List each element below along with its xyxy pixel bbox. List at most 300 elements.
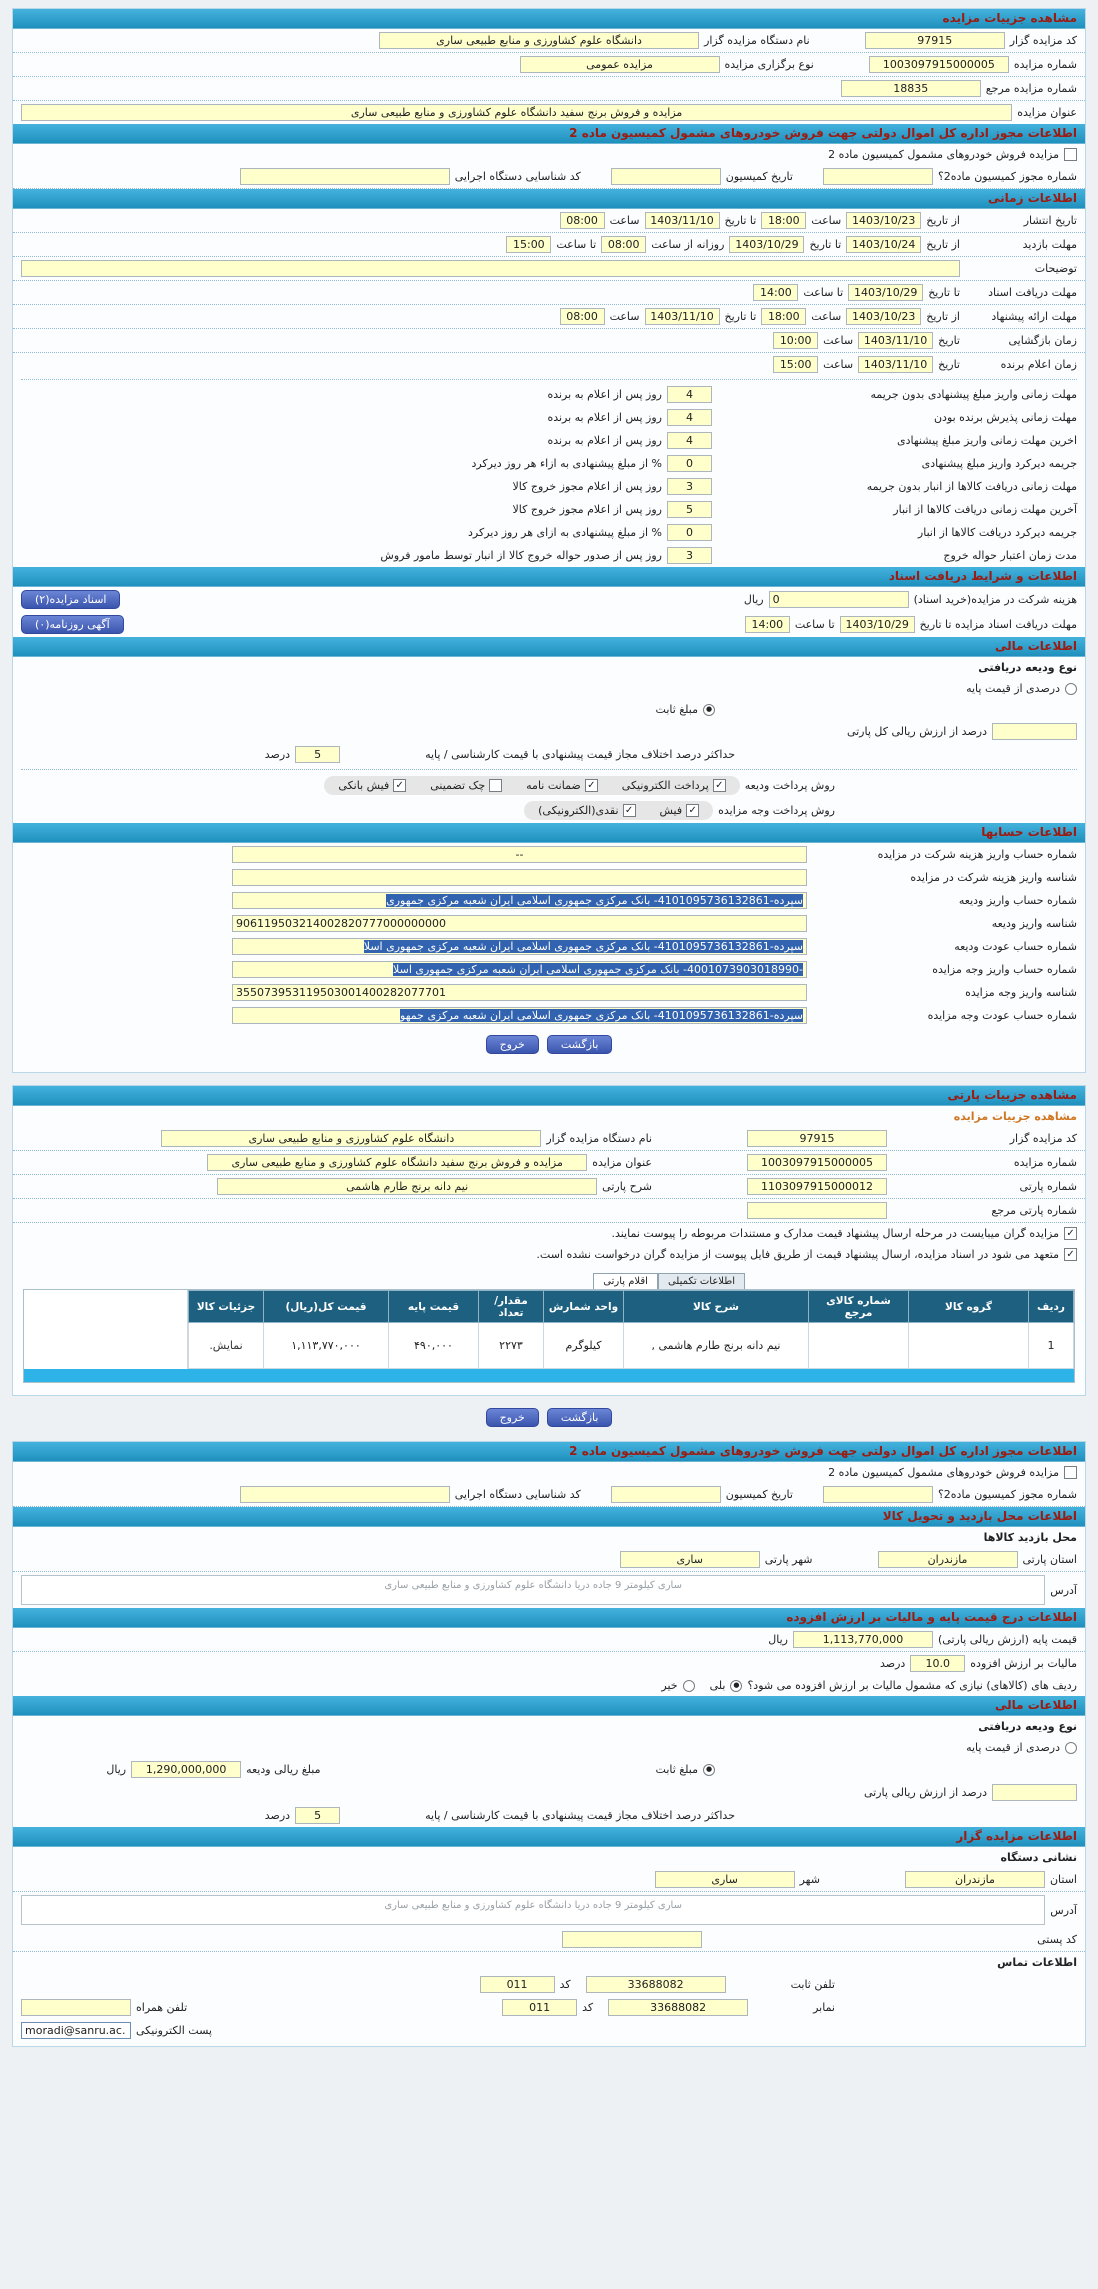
- col-quantity: مقدار/ تعداد: [479, 1291, 544, 1323]
- cell-quantity: ۲۲۷۳: [479, 1323, 544, 1369]
- to-hour-label: تا ساعت: [803, 286, 844, 299]
- deadline-input[interactable]: [667, 501, 712, 518]
- hour-label: ساعت: [811, 214, 842, 227]
- payment-method: [538, 804, 635, 817]
- date-label: تاریخ: [938, 334, 960, 347]
- percent-label: درصد: [264, 1809, 291, 1822]
- deadline-label: جریمه دیرکرد واریز مبلغ پیشنهادی: [921, 457, 1077, 470]
- deadline-row: [13, 498, 1085, 521]
- account-row: [13, 958, 1085, 981]
- payment-method: [622, 779, 726, 792]
- party-auction-number-input[interactable]: [747, 1154, 887, 1171]
- commission-fields-row-2: [13, 1483, 1085, 1507]
- postal-code-label: کد پستی: [1037, 1933, 1077, 1946]
- newspaper-ad-button[interactable]: آگهی روزنامه(۰): [21, 615, 124, 634]
- cash-electronic-label: نقدی(الکترونیکی): [538, 804, 619, 817]
- publish-to-time-input[interactable]: [560, 212, 605, 229]
- phone-code-input[interactable]: [480, 1976, 555, 1993]
- seller-address-row: [13, 1892, 1085, 1928]
- rial-label: ریال: [106, 1763, 127, 1776]
- show-details-link[interactable]: نمایش.: [209, 1339, 243, 1352]
- payment-method: [660, 804, 700, 817]
- account-input[interactable]: [232, 915, 807, 932]
- commission-permit-label-2: شماره مجوز کمیسیون ماده2؟: [937, 1488, 1077, 1501]
- price-header: اطلاعات درج قیمت پایه و مالیات بر ارزش افزوده: [13, 1608, 1085, 1628]
- bank-receipt-checkbox[interactable]: ✓: [393, 779, 406, 792]
- deposit-percent-input[interactable]: [992, 723, 1077, 740]
- divider: [21, 769, 1077, 770]
- payment-method: [338, 779, 406, 792]
- commission-orgcode-input[interactable]: [240, 168, 450, 185]
- exit-button[interactable]: خروج: [486, 1408, 539, 1427]
- party-details-header: مشاهده جزییات پارتی: [13, 1086, 1085, 1106]
- col-goods-group: گروه کالا: [909, 1291, 1029, 1323]
- visit-from-time-input[interactable]: [601, 236, 646, 253]
- auction-documents-button[interactable]: اسناد مزایده(۲): [21, 590, 120, 609]
- vat-yes-radio[interactable]: ●: [730, 1680, 742, 1692]
- accounts-header: اطلاعات حسابها: [13, 823, 1085, 843]
- deadline-label: مهلت زمانی دریافت کالاها از انبار بدون جریمه: [866, 480, 1077, 493]
- party-number-label: شماره پارتی: [1019, 1180, 1077, 1193]
- deposit-payment-label: روش پرداخت ودیعه: [744, 779, 835, 792]
- deposit-payment-methods: [324, 776, 739, 795]
- base-price-row: [13, 1628, 1085, 1652]
- fee-payment-methods: [524, 801, 713, 820]
- hour-label: ساعت: [609, 214, 640, 227]
- party-province-input[interactable]: [878, 1551, 1018, 1568]
- guarantee-label: ضمانت نامه: [526, 779, 581, 792]
- party-ref-input[interactable]: [747, 1202, 887, 1219]
- payment-method: [526, 779, 598, 792]
- party-row-3: [13, 1175, 1085, 1199]
- visit-place-label: محل بازدید کالاها: [983, 1531, 1077, 1544]
- percent-label: درصد: [264, 748, 291, 761]
- seller-city-label: شهر: [799, 1873, 820, 1886]
- party-row-4: [13, 1199, 1085, 1223]
- exit-button[interactable]: خروج: [486, 1035, 539, 1054]
- deadline-input[interactable]: [667, 386, 712, 403]
- fax-code-label: کد: [582, 2001, 594, 2014]
- deadline-label: مهلت زمانی واریز مبلغ پیشنهادی بدون جریمه: [870, 388, 1077, 401]
- fax-label: نمابر: [813, 2001, 835, 2014]
- party-province-label: استان پارتی: [1022, 1553, 1077, 1566]
- maxdiff-label: حداکثر درصد اختلاف مجاز قیمت پیشنهادی با قیمت کارشناسی / پایه: [425, 748, 735, 761]
- auction-row-1: [13, 29, 1085, 53]
- deposit-percent-radio[interactable]: [1065, 683, 1077, 695]
- panel-b-buttons: [0, 1408, 1098, 1427]
- phone-row: [13, 1973, 1085, 1996]
- seller-header: اطلاعات مزایده گزار: [13, 1827, 1085, 1847]
- account-input[interactable]: [232, 961, 807, 978]
- commission-checkbox-row-2: [13, 1462, 1085, 1483]
- deposit-fixed-radio[interactable]: ●: [703, 704, 715, 716]
- deadline-label: اخرین مهلت زمانی واریز مبلغ پیشنهادی: [897, 434, 1077, 447]
- phone-input[interactable]: [586, 1976, 726, 1993]
- commission-orgcode-input-2[interactable]: [240, 1486, 450, 1503]
- party-address-label: آدرس: [1050, 1583, 1077, 1597]
- seller-city-input[interactable]: [655, 1871, 795, 1888]
- auction-subject-label: عنوان مزایده: [1017, 106, 1077, 119]
- auction-number-input[interactable]: [869, 56, 1009, 73]
- winner-date-input[interactable]: [858, 356, 933, 373]
- secured-check-checkbox[interactable]: [489, 779, 502, 792]
- deadline-row: [13, 452, 1085, 475]
- commission-permit-input[interactable]: [823, 168, 933, 185]
- account-value: --: [515, 848, 524, 861]
- fax-input[interactable]: [608, 1999, 748, 2016]
- payment-method: [430, 779, 502, 792]
- deposit-percent-radio-2[interactable]: [1065, 1742, 1077, 1754]
- timing-header: اطلاعات زمانی: [13, 189, 1085, 209]
- visit-from-date-input[interactable]: [846, 236, 921, 253]
- docs-receive-time-input[interactable]: [745, 616, 790, 633]
- winner-time-input[interactable]: [773, 356, 818, 373]
- tab-additional-info[interactable]: اطلاعات تکمیلی: [658, 1273, 745, 1289]
- date-label: تاریخ: [938, 358, 960, 371]
- deposit-type-row-2: [13, 1716, 1085, 1737]
- fee-payment-label: روش پرداخت وجه مزایده: [718, 804, 835, 817]
- auction-subject-input[interactable]: [21, 104, 1012, 121]
- to-date-label: تا تاریخ: [724, 214, 757, 227]
- docs-receive-deadline-label: مهلت دریافت اسناد مزایده تا تاریخ: [919, 618, 1077, 631]
- deposit-amount-input[interactable]: [131, 1761, 241, 1778]
- col-count-unit: واحد شمارش: [544, 1291, 624, 1323]
- receipt-label: فیش: [659, 804, 683, 817]
- hour-label: ساعت: [811, 310, 842, 323]
- maxdiff-row-2: [13, 1804, 1085, 1827]
- party-details-panel: [12, 1085, 1086, 1396]
- seller-province-label: استان: [1049, 1873, 1077, 1886]
- commission-checkbox-label-2: مزایده فروش خودروهای مشمول کمیسیون ماده 2: [828, 1466, 1059, 1479]
- cell-goods-description: نیم دانه برنج طارم هاشمی ,: [624, 1323, 809, 1369]
- party-province-row: [13, 1548, 1085, 1572]
- publish-from-date-input[interactable]: [846, 212, 921, 229]
- auction-row-2: [13, 53, 1085, 77]
- docs-deadline-row-2: [13, 612, 1085, 637]
- commission-orgcode-label-2: کد شناسایی دستگاه اجرایی: [454, 1488, 581, 1501]
- commission-permit-label: شماره مجوز کمیسیون ماده2؟: [937, 170, 1077, 183]
- to-hour-label: تا ساعت: [556, 238, 597, 251]
- from-date-label: از تاریخ: [926, 238, 960, 251]
- opening-row: [13, 329, 1085, 353]
- party-tabs: [13, 1265, 1085, 1289]
- contact-sub-row: [13, 1952, 1085, 1973]
- table-footer-bar: [24, 1369, 1074, 1382]
- no-attachment-required-label: متعهد می شود در اسناد مزایده، ارسال پیشنهاد قیمت از طریق فایل پیوست از مزایده گران درخواست نشده است.: [536, 1248, 1059, 1261]
- bidder-code-label: کد مزایده گزار: [1009, 34, 1077, 47]
- party-subject-input[interactable]: [207, 1154, 587, 1171]
- email-row: [13, 2019, 1085, 2042]
- deadline-suffix: % از مبلغ پیشنهادی به ازاء هر روز دیرکرد: [471, 457, 662, 470]
- deadline-label: مدت زمان اعتبار حواله خروج: [943, 549, 1077, 562]
- docs-fee-row: [13, 587, 1085, 612]
- commission-checkbox-row: [13, 144, 1085, 165]
- docs-receive-date-input[interactable]: [840, 616, 915, 633]
- party-city-input[interactable]: [620, 1551, 760, 1568]
- docs-to-date-input[interactable]: [848, 284, 923, 301]
- vat-input[interactable]: [910, 1655, 965, 1672]
- publish-to-date-input[interactable]: [645, 212, 720, 229]
- auction-row-4: [13, 101, 1085, 124]
- seller-address-input[interactable]: ساری کیلومتر 9 جاده دریا دانشگاه علوم کشاورزی و منابع طبیعی ساری: [21, 1895, 1045, 1925]
- commission-date-input[interactable]: [611, 168, 721, 185]
- hour-label: ساعت: [823, 334, 854, 347]
- offer-to-date-input[interactable]: [645, 308, 720, 325]
- seller-province-input[interactable]: [905, 1871, 1045, 1888]
- fax-row: [13, 1996, 1085, 2019]
- auction-details-header: مشاهده جزییات مزایده: [13, 9, 1085, 29]
- items-header-row: [189, 1291, 1074, 1323]
- publish-from-time-input[interactable]: [761, 212, 806, 229]
- fax-code-input[interactable]: [502, 1999, 577, 2016]
- offer-label: مهلت ارائه پیشنهاد: [991, 310, 1077, 323]
- vat-label: مالیات بر ارزش افزوده: [970, 1657, 1077, 1670]
- account-input[interactable]: [232, 846, 807, 863]
- commission-checkbox[interactable]: [1064, 148, 1077, 161]
- commission-date-label: تاریخ کمیسیون: [725, 170, 793, 183]
- seller-address-sub-label: نشانی دستگاه: [1000, 1851, 1077, 1864]
- visit-place-row: [13, 1527, 1085, 1548]
- to-date-label: تا تاریخ: [809, 238, 842, 251]
- account-input[interactable]: [232, 1007, 807, 1024]
- commission-date-label-2: تاریخ کمیسیون: [725, 1488, 793, 1501]
- bank-receipt-label: فیش بانکی: [338, 779, 390, 792]
- account-input[interactable]: [232, 892, 807, 909]
- publish-label: تاریخ انتشار: [1023, 214, 1077, 227]
- deadline-row: [13, 429, 1085, 452]
- deposit-fixed-option-row: [13, 699, 1085, 720]
- winner-label: زمان اعلام برنده: [1000, 358, 1077, 371]
- cell-goods-group: [909, 1323, 1029, 1369]
- account-input[interactable]: [232, 938, 807, 955]
- deposit-fixed-option-label: مبلغ ثابت: [655, 703, 698, 716]
- account-label: شماره حساب واریز وجه مزایده: [932, 963, 1077, 976]
- financial-header-2: اطلاعات مالی: [13, 1696, 1085, 1716]
- account-label: شناسه واریز وجه مزایده: [965, 986, 1077, 999]
- deadline-input[interactable]: [667, 409, 712, 426]
- cash-electronic-checkbox[interactable]: ✓: [623, 804, 636, 817]
- deadline-input[interactable]: [667, 432, 712, 449]
- account-row: [13, 843, 1085, 866]
- docs-fee-label: هزینه شرکت در مزایده(خرید اسناد): [913, 593, 1077, 606]
- auction-ref-input[interactable]: [841, 80, 981, 97]
- auction-number-label: شماره مزایده: [1013, 58, 1077, 71]
- email-input[interactable]: [21, 2022, 131, 2039]
- opening-date-input[interactable]: [858, 332, 933, 349]
- account-input[interactable]: [232, 984, 807, 1001]
- org-name-label: نام دستگاه مزایده گزار: [704, 34, 810, 47]
- commission-checkbox-label: مزایده فروش خودروهای مشمول کمیسیون ماده 2: [828, 148, 1059, 161]
- back-button[interactable]: بازگشت: [547, 1408, 613, 1427]
- deadline-label: جریمه دیرکرد دریافت کالاها از انبار: [917, 526, 1077, 539]
- org-name-input[interactable]: [379, 32, 699, 49]
- commission-date-input-2[interactable]: [611, 1486, 721, 1503]
- col-total-price: قیمت کل(ریال): [264, 1291, 389, 1323]
- deadline-input[interactable]: [667, 455, 712, 472]
- no-attachment-required-checkbox[interactable]: ✓: [1064, 1248, 1077, 1261]
- postal-code-input[interactable]: [562, 1931, 702, 1948]
- cell-base-price: ۴۹۰,۰۰۰: [389, 1323, 479, 1369]
- account-input[interactable]: [232, 869, 807, 886]
- party-items-table: [188, 1290, 1074, 1369]
- account-label: شناسه واریز ودیعه: [991, 917, 1077, 930]
- party-ref-label: شماره پارتی مرجع: [991, 1204, 1077, 1217]
- attach-docs-checkbox[interactable]: ✓: [1064, 1227, 1077, 1240]
- secured-check-label: چک تضمینی: [430, 779, 486, 792]
- notes-input[interactable]: [21, 260, 960, 277]
- to-hour-label: تا ساعت: [794, 618, 835, 631]
- party-row-2: [13, 1151, 1085, 1175]
- deposit-percent-value-row: [13, 720, 1085, 743]
- party-check-row-2: [13, 1244, 1085, 1265]
- col-goods-description: شرح کالا: [624, 1291, 809, 1323]
- visit-label: مهلت بازدید: [1022, 238, 1077, 251]
- attach-docs-label: مزایده گران میبایست در مرحله ارسال پیشنهاد قیمت مدارک و مستندات مربوطه را پیوست نمایند.: [611, 1227, 1059, 1240]
- deposit-fixed-option-row-2: [13, 1758, 1085, 1781]
- auction-details-panel: [12, 8, 1086, 1073]
- deadline-input[interactable]: [667, 478, 712, 495]
- back-button[interactable]: بازگشت: [547, 1035, 613, 1054]
- table-gutter: [24, 1290, 188, 1369]
- account-label: شماره حساب عودت وجه مزایده: [927, 1009, 1077, 1022]
- deposit-fixed-radio-2[interactable]: ●: [703, 1764, 715, 1776]
- account-row: [13, 912, 1085, 935]
- auction-row-3: [13, 77, 1085, 101]
- party-address-input[interactable]: ساری کیلومتر 9 جاده دریا دانشگاه علوم کشاورزی و منابع طبیعی ساری: [21, 1575, 1045, 1605]
- deposit-percent-input-2[interactable]: [992, 1784, 1077, 1801]
- deposit-percent-option-label: درصدی از قیمت پایه: [966, 682, 1060, 695]
- deposit-type-label: نوع ودیعه دریافتی: [978, 661, 1077, 674]
- account-label: شماره حساب واریز هزینه شرکت در مزایده: [877, 848, 1077, 861]
- deposit-percent-of-label: درصد از ارزش ریالی کل پارتی: [846, 725, 987, 738]
- notes-label: توضیحات: [1034, 262, 1077, 275]
- account-label: شماره حساب عودت ودیعه: [954, 940, 1077, 953]
- party-bidder-code-input[interactable]: [747, 1130, 887, 1147]
- electronic-payment-label: پرداخت الکترونیکی: [621, 779, 709, 792]
- deadline-row: [13, 544, 1085, 567]
- account-row: [13, 935, 1085, 958]
- account-value: 355073953119503001400282077701: [236, 986, 446, 999]
- percent-label: درصد: [879, 1657, 906, 1670]
- from-date-label: از تاریخ: [926, 214, 960, 227]
- commission-orgcode-label: کد شناسایی دستگاه اجرایی: [454, 170, 581, 183]
- maxdiff-row: [13, 743, 1085, 766]
- deposit-percent-of-label-2: درصد از ارزش ریالی پارتی: [864, 1786, 987, 1799]
- bidder-code-input[interactable]: [865, 32, 1005, 49]
- vat-row: [13, 1652, 1085, 1675]
- party-org-label: نام دستگاه مزایده گزار: [546, 1132, 652, 1145]
- receipt-checkbox[interactable]: ✓: [686, 804, 699, 817]
- postal-code-row: [13, 1928, 1085, 1952]
- account-value: -4001073903018990- بانک مرکزی جمهوری اسلامی ایران شعبه مرکزی جمهوری اسلا: [393, 963, 803, 976]
- account-row: [13, 889, 1085, 912]
- party-number-input[interactable]: [747, 1178, 887, 1195]
- cell-ref-goods-number: [809, 1323, 909, 1369]
- deadline-suffix: % از مبلغ پیشنهادی به ازای هر روز دیرکرد: [468, 526, 662, 539]
- offer-row: [13, 305, 1085, 329]
- deadline-label: مهلت زمانی پذیرش برنده بودن: [933, 411, 1077, 424]
- party-bidder-code-label: کد مزایده گزار: [1009, 1132, 1077, 1145]
- view-auction-details-link[interactable]: مشاهده جزییات مزایده: [953, 1110, 1077, 1123]
- maxdiff-label-2: حداکثر درصد اختلاف مجاز قیمت پیشنهادی با قیمت کارشناسی / پایه: [425, 1809, 735, 1822]
- party-auction-number-label: شماره مزایده: [1013, 1156, 1077, 1169]
- deadline-label: آخرین مهلت زمانی دریافت کالاها از انبار: [893, 503, 1077, 516]
- offer-to-time-input[interactable]: [560, 308, 605, 325]
- deadline-input[interactable]: [667, 524, 712, 541]
- visit-row: [13, 233, 1085, 257]
- table-row: [189, 1323, 1074, 1369]
- deadline-input[interactable]: [667, 547, 712, 564]
- panel-a-buttons: [13, 1035, 1085, 1054]
- docs-fee-input[interactable]: [769, 591, 909, 608]
- party-desc-input[interactable]: [217, 1178, 597, 1195]
- vat-question-label: ردیف های (کالاهای) نیازی که مشمول مالیات بر ارزش افزوده می شود؟: [747, 1679, 1077, 1692]
- rial-label: ریال: [743, 593, 764, 606]
- auction-type-input[interactable]: [520, 56, 720, 73]
- party-link-row: [13, 1106, 1085, 1127]
- cell-total-price: ۱,۱۱۳,۷۷۰,۰۰۰: [264, 1323, 389, 1369]
- mobile-label: تلفن همراه: [136, 2001, 188, 2014]
- to-date-label: تا تاریخ: [724, 310, 757, 323]
- commission-fields-row: [13, 165, 1085, 189]
- deadline-suffix: روز پس از اعلام به برنده: [547, 434, 662, 447]
- publish-row: [13, 209, 1085, 233]
- party-row-1: [13, 1127, 1085, 1151]
- deadline-suffix: روز پس از اعلام به برنده: [547, 411, 662, 424]
- from-date-label: از تاریخ: [926, 310, 960, 323]
- rial-label: ریال: [768, 1633, 788, 1646]
- base-price-input[interactable]: [793, 1631, 933, 1648]
- deadline-suffix: روز پس از اعلام مجوز خروج کالا: [512, 503, 662, 516]
- financial-header: اطلاعات مالی: [13, 637, 1085, 657]
- offer-from-time-input[interactable]: [761, 308, 806, 325]
- visit-to-date-input[interactable]: [729, 236, 804, 253]
- account-value: سپرده-4101095736132861- بانک مرکزی جمهوری اسلامی ایران شعبه مرکزی جمهوری: [386, 894, 803, 907]
- cell-row-number: 1: [1029, 1323, 1074, 1369]
- tab-party-items[interactable]: اقلام پارتی: [593, 1273, 658, 1289]
- winner-row: [13, 353, 1085, 376]
- account-row: [13, 1004, 1085, 1027]
- guarantee-checkbox[interactable]: ✓: [585, 779, 598, 792]
- visit-to-time-input[interactable]: [506, 236, 551, 253]
- opening-time-input[interactable]: [773, 332, 818, 349]
- deposit-type-label-2: نوع ودیعه دریافتی: [978, 1720, 1077, 1733]
- commission-checkbox-2[interactable]: [1064, 1466, 1077, 1479]
- base-price-label: قیمت پایه (ارزش ریالی پارتی): [938, 1633, 1077, 1646]
- party-address-row: [13, 1572, 1085, 1608]
- vat-yes-label: بلی: [709, 1679, 726, 1692]
- maxdiff-input[interactable]: [295, 746, 340, 763]
- account-value: سپرده-4101095736132861- بانک مرکزی جمهوری اسلامی ایران شعبه مرکزی جمهو: [400, 1009, 803, 1022]
- docs-to-time-input[interactable]: [753, 284, 798, 301]
- deposit-payment-row: [13, 773, 1085, 798]
- vat-no-radio[interactable]: [683, 1680, 695, 1692]
- divider: [21, 379, 1077, 380]
- party-org-input[interactable]: [161, 1130, 541, 1147]
- deadline-row: [13, 521, 1085, 544]
- commission-permit-input-2[interactable]: [823, 1486, 933, 1503]
- maxdiff-input-2[interactable]: [295, 1807, 340, 1824]
- offer-from-date-input[interactable]: [846, 308, 921, 325]
- account-row: [13, 866, 1085, 889]
- notes-row: [13, 257, 1085, 281]
- electronic-payment-checkbox[interactable]: ✓: [713, 779, 726, 792]
- deadline-row: [13, 383, 1085, 406]
- mobile-input[interactable]: [21, 1999, 131, 2016]
- phone-label: تلفن ثابت: [790, 1978, 835, 1991]
- deadline-row: [13, 406, 1085, 429]
- deposit-type-row: [13, 657, 1085, 678]
